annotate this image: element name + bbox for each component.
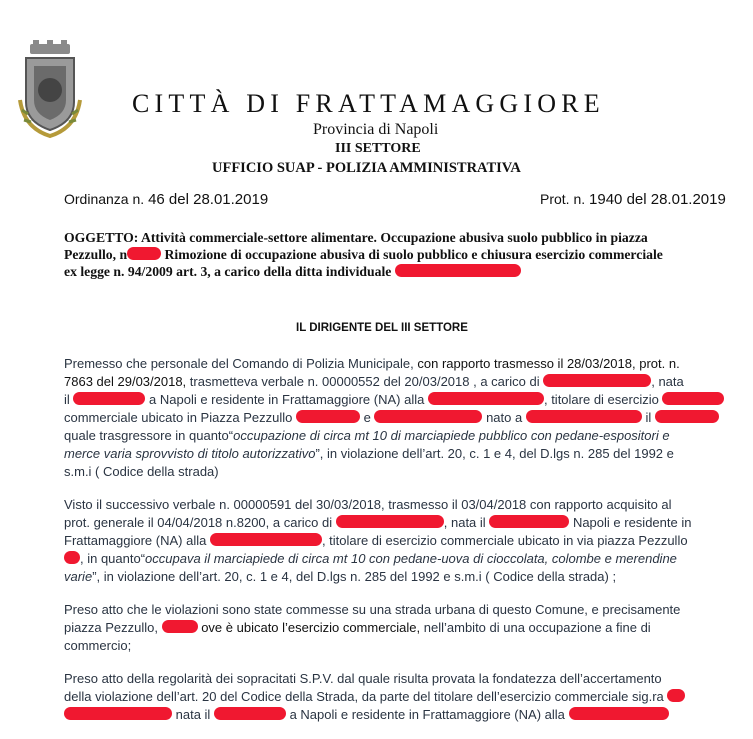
redaction xyxy=(296,410,360,423)
p1-line-2 xyxy=(64,373,684,391)
ordinance-label: Ordinanza n. xyxy=(64,191,145,207)
p2-text: , nata il xyxy=(443,515,486,530)
p1-line-3 xyxy=(64,391,724,409)
p2-text: ”, in violazione dell’art. 20, c. 1 e 4, del D.lgs n. 285 del 1992 e s.m.i ( Codice della strada) ; xyxy=(92,569,617,584)
p4-line-1: Preso atto della regolarità dei sopracitati S.P.V. dal quale risulta provata la fondatezza dell’accertamento xyxy=(64,671,662,686)
p2-text: , in quanto“ xyxy=(80,551,146,566)
redaction xyxy=(64,707,172,720)
p1-text: ”, in violazione dell’art. 20, c. 1 e 4, del D.lgs n. 285 del 1992 e xyxy=(315,446,674,461)
redaction xyxy=(214,707,286,720)
p1-text: a Napoli e residente in Frattamaggiore (NA) alla xyxy=(149,392,425,407)
p3-text: ove è ubicato l’esercizio commerciale, xyxy=(201,620,421,635)
p1-text: il xyxy=(64,392,70,407)
redaction xyxy=(526,410,642,423)
p2-line-2 xyxy=(64,514,691,532)
p1-text: nato a xyxy=(486,410,523,425)
redaction xyxy=(667,689,685,702)
redaction xyxy=(73,392,145,405)
redaction xyxy=(64,551,80,564)
p1-text: prot. n. xyxy=(639,356,680,371)
p1-text: 7863 del 29/03/2018, xyxy=(64,374,187,389)
p2-text: Frattamaggiore (NA) alla xyxy=(64,533,207,548)
protocol-value: 1940 del 28.01.2019 xyxy=(589,191,726,208)
office-label: UFFICIO SUAP - POLIZIA AMMINISTRATIVA xyxy=(212,160,521,176)
province-label: Provincia di Napoli xyxy=(313,121,439,138)
redaction xyxy=(428,392,544,405)
p1-text: commerciale ubicato in Piazza Pezzullo xyxy=(64,410,293,425)
p2-text: occupava il marciapiede di circa mt 10 con pedane-uova di cioccolata, colombe e merendine xyxy=(145,551,677,566)
p1-text: trasmetteva verbale n. 00000552 del 20/03/2018 , a carico di xyxy=(189,374,540,389)
redaction xyxy=(210,533,322,546)
oggetto-text-3: ex legge n. 94/2009 art. 3, a carico della ditta individuale xyxy=(64,264,392,279)
p2-line-5 xyxy=(64,568,616,586)
p1-text: con rapporto trasmesso il 28/03/2018, xyxy=(417,356,636,371)
p1-line-6 xyxy=(64,445,674,463)
p4-line-3 xyxy=(64,706,669,724)
ordinance-number xyxy=(64,191,268,208)
oggetto-label: OGGETTO: xyxy=(64,230,139,245)
p1-text: Premesso che personale del Comando di Polizia Municipale, xyxy=(64,356,414,371)
p1-text: occupazione di circa mt 10 di marciapiede pubblico con pedane-espositori e xyxy=(233,428,670,443)
city-title: CITTÀ DI FRATTAMAGGIORE xyxy=(132,89,605,118)
p1-line-7: s.m.i ( Codice della strada) xyxy=(64,464,219,479)
oggetto-text-1: Attività commerciale-settore alimentare. Occupazione abusiva suolo pubblico in piazza xyxy=(140,230,648,245)
sector-label: III SETTORE xyxy=(335,141,421,156)
p3-line-3: commercio; xyxy=(64,638,132,653)
oggetto-line-1 xyxy=(64,229,648,246)
p2-text: prot. generale il 04/04/2018 n.8200, a carico di xyxy=(64,515,333,530)
ordinance-value: 46 del 28.01.2019 xyxy=(148,191,269,208)
redaction xyxy=(655,410,719,423)
p1-text: il xyxy=(645,410,652,425)
redaction xyxy=(489,515,569,528)
redaction xyxy=(336,515,444,528)
redaction xyxy=(374,410,482,423)
redaction xyxy=(662,392,724,405)
p1-text: merce varia sprovvisto di titolo autorizzativo xyxy=(64,446,316,461)
p1-text: , titolare di esercizio xyxy=(543,392,659,407)
p1-line-1 xyxy=(64,355,680,373)
redaction xyxy=(569,707,669,720)
p2-line-1: Visto il successivo verbale n. 00000591 del 30/03/2018, trasmesso il 03/04/2018 con rapporto acquisito al xyxy=(64,497,672,512)
p1-text: quale trasgressore in quanto“ xyxy=(64,428,234,443)
p2-line-3 xyxy=(64,532,688,550)
redaction xyxy=(543,374,651,387)
oggetto-line-2 xyxy=(64,246,663,263)
oggetto-line-3 xyxy=(64,263,521,280)
protocol-number xyxy=(540,191,726,208)
p3-line-2 xyxy=(64,619,651,637)
p2-line-4 xyxy=(64,550,677,568)
redaction xyxy=(162,620,198,633)
redaction xyxy=(127,247,161,260)
coat-of-arms-logo xyxy=(14,40,86,140)
p4-text: della violazione dell’art. 20 del Codice della Strada, da parte del titolare dell’esercizio commerciale sig.ra xyxy=(64,689,664,704)
redaction xyxy=(395,264,521,277)
p4-line-2 xyxy=(64,688,685,706)
p1-line-5 xyxy=(64,427,670,445)
p1-line-4 xyxy=(64,409,719,427)
p2-text: varie xyxy=(64,569,93,584)
oggetto-text-2b: Rimozione di occupazione abusiva di suolo pubblico e chiusura esercizio commerciale xyxy=(164,247,663,262)
p2-text: , titolare di esercizio commerciale ubicato in via piazza Pezzullo xyxy=(321,533,688,548)
section-title: IL DIRIGENTE DEL III SETTORE xyxy=(296,322,468,334)
oggetto-text-2a: Pezzullo, n xyxy=(64,247,128,262)
p3-line-1: Preso atto che le violazioni sono state commesse su una strada urbana di questo Comune, e precisamente xyxy=(64,602,681,617)
p1-text: , nata xyxy=(651,374,684,389)
p1-text: e xyxy=(363,410,371,425)
p4-text: a Napoli e residente in Frattamaggiore (NA) alla xyxy=(289,707,565,722)
p3-text: nell’ambito di una occupazione a fine di xyxy=(423,620,651,635)
p4-text: nata il xyxy=(175,707,211,722)
p3-text: piazza Pezzullo, xyxy=(64,620,158,635)
p2-text: Napoli e residente in xyxy=(572,515,692,530)
protocol-label: Prot. n. xyxy=(540,191,586,207)
